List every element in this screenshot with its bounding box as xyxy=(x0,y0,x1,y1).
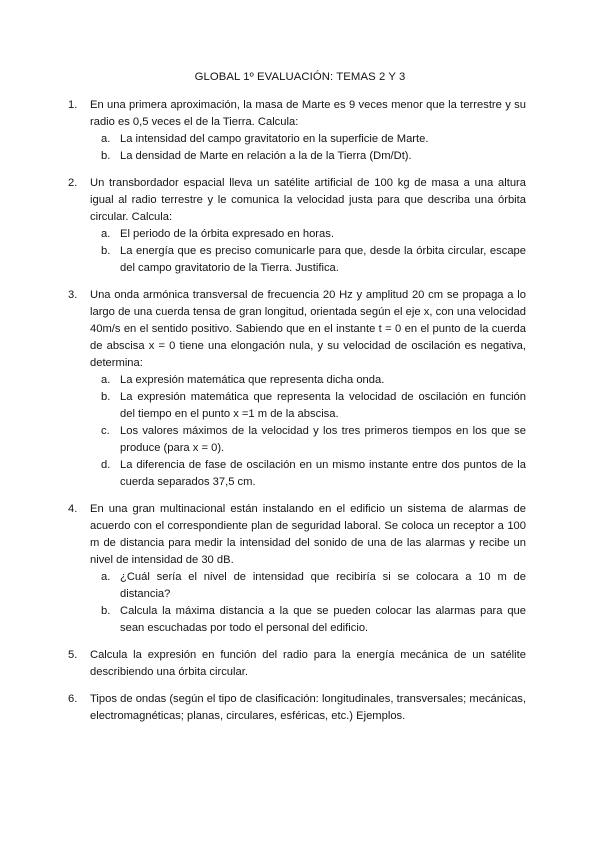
subquestion-3a xyxy=(101,372,526,389)
subquestion-text: Los valores máximos de la velocidad y los tres primeros tiempos en los que se produce (para x = 0). xyxy=(120,425,526,454)
subquestion-letter: b. xyxy=(101,150,111,162)
subquestion-letter: b. xyxy=(101,605,111,617)
subquestion-text: La expresión matemática que representa dicha onda. xyxy=(120,374,385,386)
question-text: En una gran multinacional están instalando en el edificio un sistema de alarmas de acuerdo con el correspondiente plan de seguridad laboral. Se coloca un receptor a 100 m de distancia para medir la intensidad del sonido de una de las alarmas y recibe un nivel de intensidad de 30 dB. xyxy=(90,503,526,566)
subquestion-letter: a. xyxy=(101,374,111,386)
subquestion-letter: c. xyxy=(101,425,110,437)
question-6 xyxy=(68,691,528,725)
subquestion-4a xyxy=(101,569,526,603)
question-3 xyxy=(68,287,528,491)
subquestion-1b xyxy=(101,148,526,165)
subquestion-letter: d. xyxy=(101,459,111,471)
subquestion-2b xyxy=(101,243,526,277)
subquestion-list xyxy=(90,226,528,277)
question-text: Calcula la expresión en función del radio para la energía mecánica de un satélite describiendo una órbita circular. xyxy=(90,649,526,678)
exam-title: GLOBAL 1º EVALUACIÓN: TEMAS 2 Y 3 xyxy=(194,71,406,83)
subquestion-3d xyxy=(101,457,526,491)
question-number: 2. xyxy=(68,177,78,189)
subquestion-list xyxy=(90,569,528,637)
question-5 xyxy=(68,647,528,681)
question-2 xyxy=(68,175,528,277)
subquestion-text: ¿Cuál sería el nivel de intensidad que recibiría si se colocara a 10 m de distancia? xyxy=(120,571,526,600)
question-number: 4. xyxy=(68,503,78,515)
subquestion-letter: a. xyxy=(101,133,111,145)
question-list xyxy=(68,97,528,735)
subquestion-list xyxy=(90,131,528,165)
subquestion-letter: a. xyxy=(101,228,111,240)
question-text: Un transbordador espacial lleva un satélite artificial de 100 kg de masa a una altura igual al radio terrestre y le comunica la velocidad justa para que describa una órbita circular. Calcula: xyxy=(90,177,526,223)
subquestion-text: Calcula la máxima distancia a la que se pueden colocar las alarmas para que sean escuchadas por todo el personal del edificio. xyxy=(120,605,526,634)
subquestion-3b xyxy=(101,389,526,423)
subquestion-list xyxy=(90,372,528,491)
subquestion-text: La diferencia de fase de oscilación en un mismo instante entre dos puntos de la cuerda separados 37,5 cm. xyxy=(120,459,526,488)
question-number: 3. xyxy=(68,289,78,301)
question-text: Tipos de ondas (según el tipo de clasificación: longitudinales, transversales; mecánicas, electromagnéticas; planas, circulares, esféricas, etc.) Ejemplos. xyxy=(90,693,526,722)
question-4 xyxy=(68,501,528,637)
question-text: En una primera aproximación, la masa de Marte es 9 veces menor que la terrestre y su radio es 0,5 veces el de la Tierra. Calcula: xyxy=(90,99,526,128)
subquestion-text: La intensidad del campo gravitatorio en la superficie de Marte. xyxy=(120,133,429,145)
subquestion-text: La expresión matemática que representa la velocidad de oscilación en función del tiempo en el punto x =1 m de la abscisa. xyxy=(120,391,526,420)
question-number: 1. xyxy=(68,99,78,111)
subquestion-text: El periodo de la órbita expresado en horas. xyxy=(120,228,334,240)
subquestion-letter: a. xyxy=(101,571,111,583)
question-number: 6. xyxy=(68,693,78,705)
subquestion-letter: b. xyxy=(101,245,111,257)
subquestion-4b xyxy=(101,603,526,637)
question-1 xyxy=(68,97,528,165)
question-number: 5. xyxy=(68,649,78,661)
subquestion-2a xyxy=(101,226,526,243)
subquestion-letter: b. xyxy=(101,391,111,403)
question-text: Una onda armónica transversal de frecuencia 20 Hz y amplitud 20 cm se propaga a lo largo de una cuerda tensa de gran longitud, orientada según el eje x, con una velocidad 40m/s en el sentido positivo. Sabiendo que en el instante t = 0 en el punto de la cuerda de abscisa x = 0 tiene una elongación nula, y su velocidad de oscilación es negativa, determina: xyxy=(90,289,526,369)
subquestion-1a xyxy=(101,131,526,148)
subquestion-text: La densidad de Marte en relación a la de la Tierra (Dm/Dt). xyxy=(120,150,412,162)
subquestion-3c xyxy=(101,423,526,457)
subquestion-text: La energía que es preciso comunicarle para que, desde la órbita circular, escape del campo gravitatorio de la Tierra. Justifica. xyxy=(120,245,526,274)
